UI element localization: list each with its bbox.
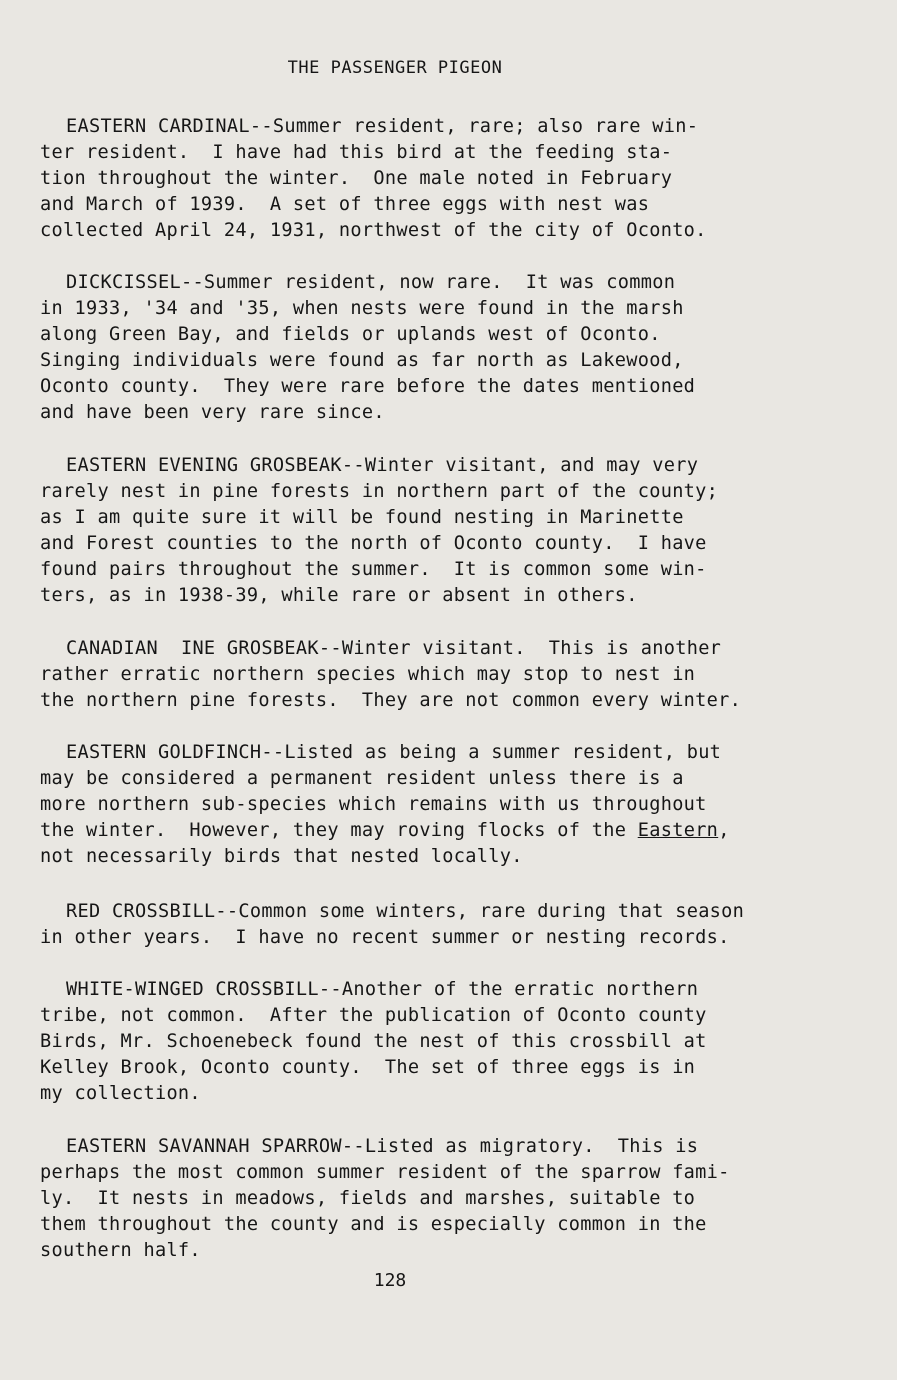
paragraph-white-winged-crossbill	[40, 977, 840, 1107]
text-line: southern half.	[40, 1240, 201, 1261]
text-line: rarely nest in pine forests in northern part of the county;	[40, 481, 719, 502]
text-line: ter resident. I have had this bird at the feeding sta-	[40, 142, 673, 163]
text-line: Singing individuals were found as far north as Lakewood,	[40, 350, 684, 371]
text-line: my collection.	[40, 1083, 201, 1104]
text-line: in other years. I have no recent summer or nesting records.	[40, 927, 730, 948]
text-line: and March of 1939. A set of three eggs with nest was	[40, 194, 650, 215]
text-line: WHITE-WINGED CROSSBILL--Another of the erratic northern	[66, 979, 699, 1000]
text-line: Birds, Mr. Schoenebeck found the nest of this crossbill at	[40, 1031, 707, 1052]
text-line: perhaps the most common summer resident of the sparrow fami-	[40, 1162, 730, 1183]
text-line: ly. It nests in meadows, fields and marshes, suitable to	[40, 1188, 696, 1209]
paragraph-red-crossbill	[40, 899, 840, 951]
text-line: RED CROSSBILL--Common some winters, rare during that season	[66, 901, 745, 922]
text-line: not necessarily birds that nested locally.	[40, 846, 523, 867]
paragraph-goldfinch	[40, 740, 840, 870]
text-line: Kelley Brook, Oconto county. The set of three eggs is in	[40, 1057, 696, 1078]
paragraph-savannah-sparrow	[40, 1134, 840, 1264]
page-number: 128	[373, 1270, 407, 1291]
text-line: tion throughout the winter. One male noted in February	[40, 168, 673, 189]
text-line: the northern pine forests. They are not common every winter.	[40, 690, 742, 711]
text-line-segment: the winter. However, they may roving flocks of the	[40, 820, 638, 841]
text-line: may be considered a permanent resident unless there is a	[40, 768, 684, 789]
text-line: in 1933, '34 and '35, when nests were found in the marsh	[40, 298, 684, 319]
text-line: EASTERN CARDINAL--Summer resident, rare; also rare win-	[66, 116, 699, 137]
text-line: ters, as in 1938-39, while rare or absent in others.	[40, 585, 638, 606]
text-line	[40, 818, 840, 844]
paragraph-eastern-cardinal	[40, 114, 840, 244]
paragraph-dickcissel	[40, 270, 840, 426]
text-line: and have been very rare since.	[40, 402, 385, 423]
paragraph-pine-grosbeak	[40, 636, 840, 714]
underlined-word: Eastern	[637, 820, 719, 841]
text-line: tribe, not common. After the publication of Oconto county	[40, 1005, 707, 1026]
text-line: EASTERN GOLDFINCH--Listed as being a summer resident, but	[66, 742, 722, 763]
page-title: THE PASSENGER PIGEON	[287, 58, 503, 78]
text-line: rather erratic northern species which may stop to nest in	[40, 664, 696, 685]
text-line: DICKCISSEL--Summer resident, now rare. It was common	[66, 272, 676, 293]
text-line: them throughout the county and is especially common in the	[40, 1214, 707, 1235]
text-line: along Green Bay, and fields or uplands west of Oconto.	[40, 324, 661, 345]
text-line: Oconto county. They were rare before the dates mentioned	[40, 376, 696, 397]
text-line: and Forest counties to the north of Oconto county. I have	[40, 533, 707, 554]
text-line: found pairs throughout the summer. It is common some win-	[40, 559, 707, 580]
text-line: as I am quite sure it will be found nesting in Marinette	[40, 507, 684, 528]
text-line: EASTERN EVENING GROSBEAK--Winter visitant, and may very	[66, 455, 699, 476]
paragraph-evening-grosbeak	[40, 453, 840, 609]
text-line: collected April 24, 1931, northwest of the city of Oconto.	[40, 220, 707, 241]
text-line: EASTERN SAVANNAH SPARROW--Listed as migratory. This is	[66, 1136, 699, 1157]
punctuation: ,	[718, 820, 730, 841]
text-line: more northern sub-species which remains with us throughout	[40, 794, 707, 815]
text-line: CANADIAN INE GROSBEAK--Winter visitant. This is another	[66, 638, 722, 659]
